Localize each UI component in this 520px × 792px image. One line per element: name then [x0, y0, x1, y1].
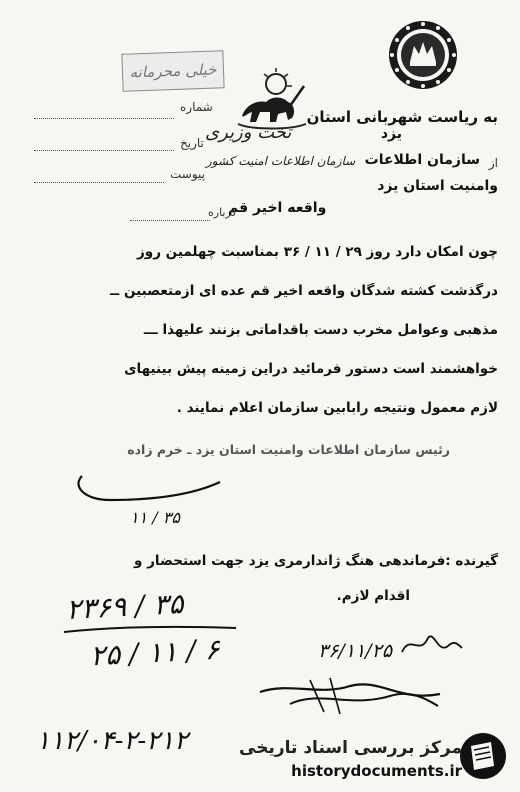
from-prefix: از [488, 156, 498, 170]
document-code: ۱۱۲/۰۴-۲-۲۱۲ [36, 726, 189, 756]
recipient-line-1: گیرنده :فرماندهی هنگ ژاندارمری یزد جهت استحضار و [134, 553, 498, 569]
body-line-2: درگذشت کشته شدگان واقعه اخیر قم عده ای ازمتعصبین ــ [110, 283, 498, 299]
registration-date: ۲۵ / ۱۱ / ۶ [89, 632, 221, 673]
signatory-title: رئیس سازمان اطلاعات وامنیت استان یزد ـ خرم زاده [127, 442, 450, 457]
recipient-line-2: اقدام لازم. [336, 588, 410, 604]
body-line-1: چون امکان دارد روز ۲۹ / ۱۱ / ۳۶ بمناسبت چهلمین روز [137, 244, 498, 260]
institution-seal-icon [386, 18, 460, 92]
date-label: تاریخ [180, 136, 204, 150]
registration-number: ۲۳۶۹ / ۳۵ [65, 586, 185, 627]
number-field-line [34, 118, 174, 119]
date-field-line [34, 150, 174, 151]
body-line-5: لازم معمول ونتیجه رابابین سازمان اعلام نمایند . [176, 400, 498, 416]
body-line-4: خواهشمند است دستور فرمائید دراین زمینه پیش بینیهای [124, 361, 498, 377]
from-organization-line2: وامنیت استان یزد [377, 178, 498, 194]
initials-stroke [396, 626, 466, 662]
subject-value: واقعه اخیر قم [228, 200, 327, 216]
attachment-field-line [34, 182, 164, 183]
body-line-3: مذهبی وعوامل مخرب دست باقداماتی بزنند علیهذا ـــ [143, 322, 498, 338]
receipt-date: ۳۶/۱۱/۲۵ [318, 640, 393, 662]
number-label: شماره [180, 100, 213, 114]
signature-scribble [250, 672, 450, 722]
from-handwritten: سازمان اطلاعات امنیت کشور [206, 154, 356, 168]
subject-label: درباره [208, 206, 236, 219]
watermark-name: مرکز بررسی اسناد تاریخی [239, 738, 462, 758]
attachment-label: پیوست [170, 167, 205, 181]
subject-field-line [130, 220, 210, 221]
addressee-line: به ریاست شهربانی استان [306, 108, 498, 126]
watermark-url: historydocuments.ir [291, 762, 462, 780]
addressee-city: یزد [380, 126, 402, 142]
from-organization: سازمان اطلاعات [364, 152, 480, 168]
signature-date: ۳۵ / ۱۱ [130, 508, 180, 527]
handwritten-name: تخت وزیری [205, 122, 292, 143]
archive-logo-icon [458, 730, 508, 782]
signature-stroke [70, 470, 230, 510]
classification-stamp: خیلی محرمانه [121, 50, 224, 92]
